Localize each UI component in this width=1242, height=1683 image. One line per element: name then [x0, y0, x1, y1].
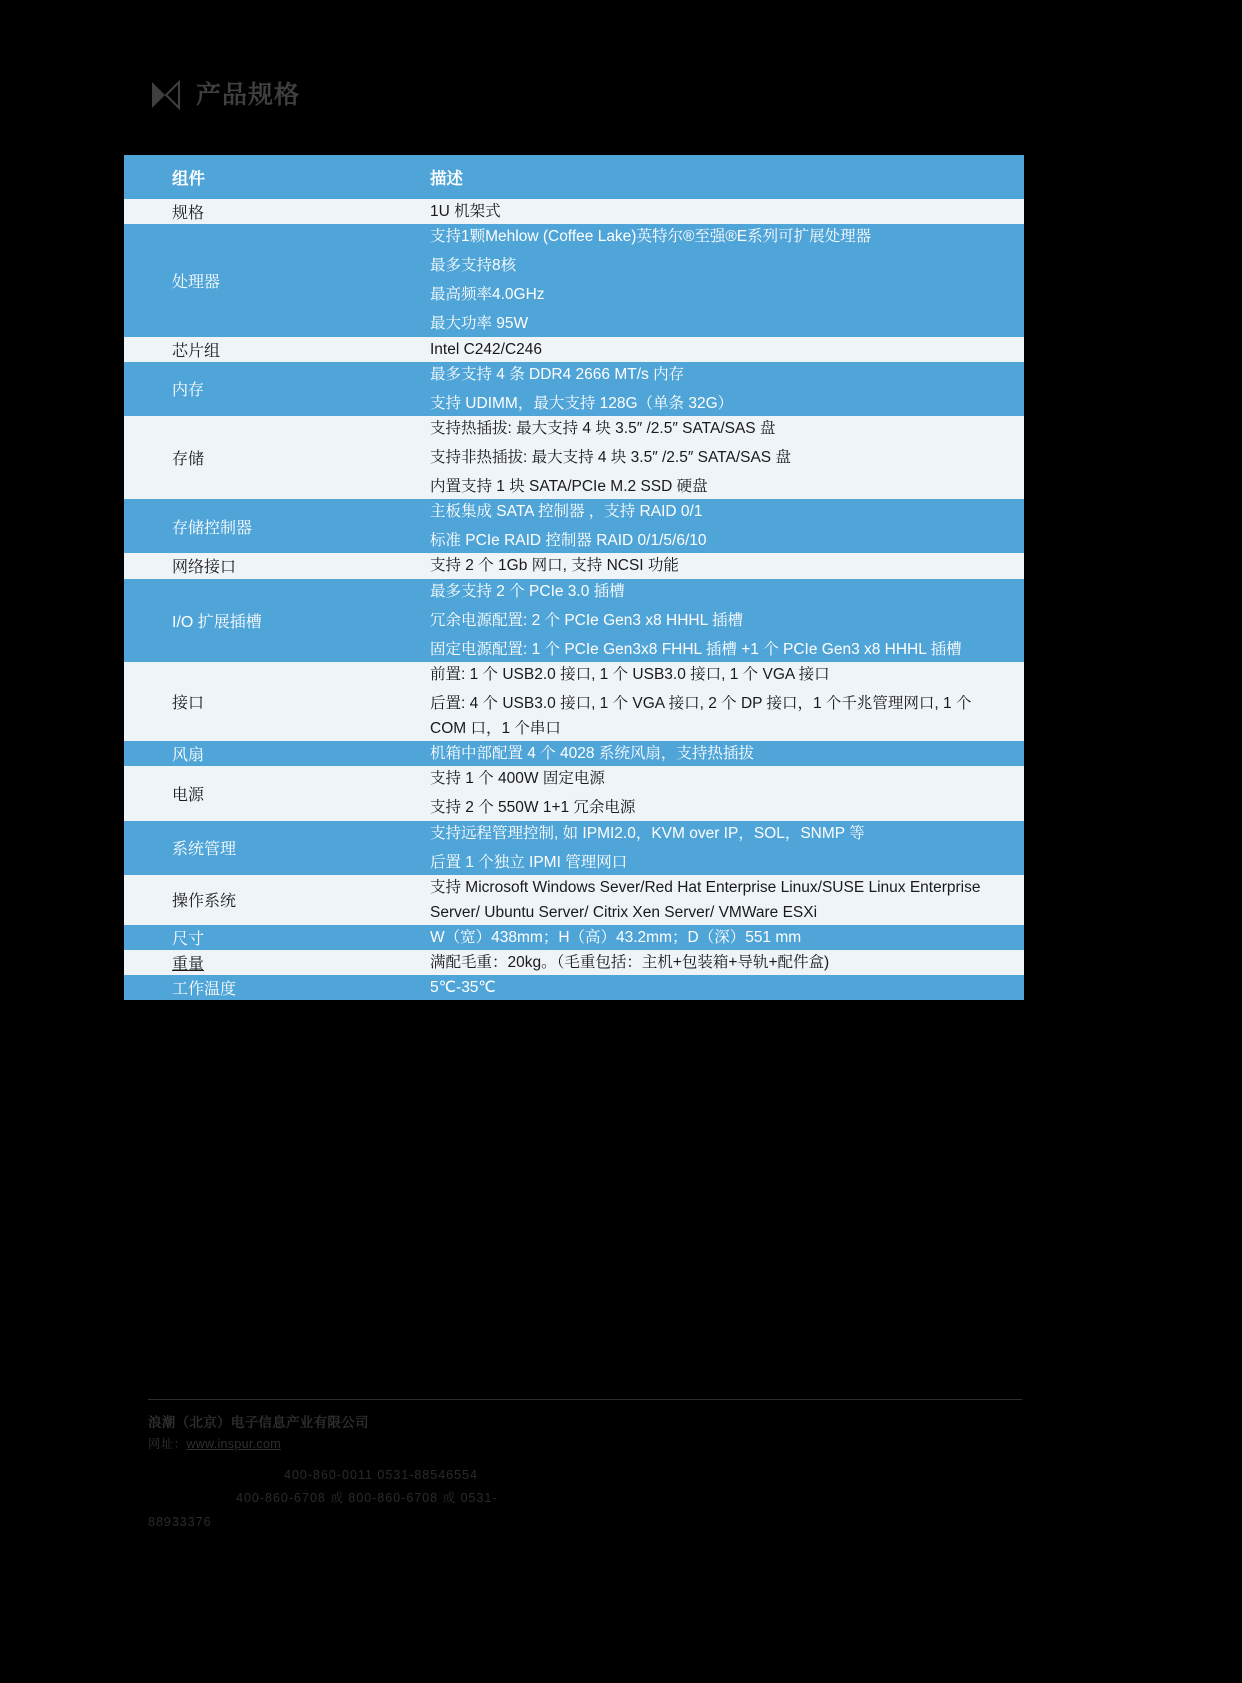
description-line: 前置: 1 个 USB2.0 接口, 1 个 USB3.0 接口, 1 个 VGA 接口 [430, 665, 830, 683]
description-line: 固定电源配置: 1 个 PCIe Gen3x8 FHHL 插槽 +1 个 PCIe Gen3 x8 HHHL 插槽 [430, 640, 962, 658]
footer-website [148, 1434, 1022, 1454]
footer-phone-line-3: 88933376 [148, 1515, 212, 1530]
description-line: 5℃-35℃ [430, 979, 496, 997]
description-line: 支持 UDIMM，最大支持 128G（单条 32G） [430, 394, 734, 412]
description-line: 支持 2 个 550W 1+1 冗余电源 [430, 799, 636, 817]
footer-divider [148, 1399, 1022, 1400]
footer-website-url[interactable]: www.inspur.com [186, 1436, 281, 1451]
description-line: 支持 2 个 1Gb 网口, 支持 NCSI 功能 [430, 557, 679, 575]
footer-phone-line-1: 400-860-0011 0531-88546554 [284, 1467, 478, 1482]
row-component: 操作系统 [124, 875, 410, 925]
row-component-label: 重量 [172, 956, 205, 974]
table-row [124, 925, 1024, 950]
row-description [410, 662, 1024, 741]
table-row [124, 950, 1024, 975]
row-description [410, 875, 1024, 925]
row-component: 规格 [124, 199, 410, 224]
row-description [410, 975, 1024, 1000]
table-row [124, 662, 1024, 741]
row-description [410, 199, 1024, 224]
row-description [410, 579, 1024, 662]
description-line: 1U 机架式 [430, 203, 501, 220]
row-description [410, 766, 1024, 820]
description-line: 内置支持 1 块 SATA/PCIe M.2 SSD 硬盘 [430, 478, 708, 496]
description-line: 支持1颗Mehlow (Coffee Lake)英特尔®至强®E系列可扩展处理器 [430, 228, 872, 246]
row-component: 电源 [124, 766, 410, 820]
table-row [124, 416, 1024, 499]
table-row [124, 337, 1024, 362]
description-line: 支持非热插拔: 最大支持 4 块 3.5″ /2.5″ SATA/SAS 盘 [430, 448, 791, 466]
footer-company-name: 浪潮（北京）电子信息产业有限公司 [148, 1415, 369, 1430]
row-description [410, 553, 1024, 578]
row-component: 存储 [124, 416, 410, 499]
description-line: 最多支持 2 个 PCIe 3.0 插槽 [430, 582, 625, 600]
row-component: 尺寸 [124, 925, 410, 950]
table-header-row [124, 155, 1024, 199]
column-header-description: 描述 [410, 155, 1024, 199]
table-row [124, 875, 1024, 925]
row-component: 存储控制器 [124, 499, 410, 553]
description-line: 最多支持 4 条 DDR4 2666 MT/s 内存 [430, 365, 685, 383]
column-header-component: 组件 [124, 155, 410, 199]
row-description [410, 925, 1024, 950]
row-description [410, 821, 1024, 875]
table-row [124, 821, 1024, 875]
row-component: 系统管理 [124, 821, 410, 875]
description-line: 标准 PCIe RAID 控制器 RAID 0/1/5/6/10 [430, 532, 707, 550]
description-line: 支持 1 个 400W 固定电源 [430, 770, 605, 788]
description-line: Intel C242/C246 [430, 340, 543, 358]
description-line: 最大功率 95W [430, 315, 529, 333]
row-component: 芯片组 [124, 337, 410, 362]
description-line: 后置: 4 个 USB3.0 接口, 1 个 VGA 接口, 2 个 DP 接口，1 个千兆管理网口, 1 个 COM 口，1 个串口 [430, 694, 972, 738]
footer-phone-line-2: 400-860-6708 或 800-860-6708 或 0531- [236, 1491, 498, 1506]
row-description [410, 950, 1024, 975]
description-line: 支持 Microsoft Windows Sever/Red Hat Enterprise Linux/SUSE Linux Enterprise Server/ Ubuntu Server/ Citrix Xen Server/ VMWare ESXi [430, 878, 981, 921]
table-row [124, 199, 1024, 224]
description-line: 主板集成 SATA 控制器 ，支持 RAID 0/1 [430, 503, 703, 521]
row-description [410, 224, 1024, 336]
table-row [124, 362, 1024, 416]
footer-phone-block [148, 1464, 1022, 1535]
description-line: 支持热插拔: 最大支持 4 块 3.5″ /2.5″ SATA/SAS 盘 [430, 419, 776, 437]
description-line: 最高频率4.0GHz [430, 286, 545, 304]
table-row [124, 499, 1024, 553]
row-description [410, 362, 1024, 416]
row-component: 处理器 [124, 224, 410, 336]
row-component: I/O 扩展插槽 [124, 579, 410, 662]
footer-website-label: 网址： [148, 1436, 187, 1451]
page-footer [148, 1399, 1022, 1535]
description-line: 冗余电源配置: 2 个 PCIe Gen3 x8 HHHL 插槽 [430, 611, 743, 629]
table-row [124, 766, 1024, 820]
description-line: W（宽）438mm；H（高）43.2mm；D（深）551 mm [430, 928, 802, 946]
page-title: 产品规格 [196, 80, 301, 109]
row-component: 风扇 [124, 741, 410, 766]
row-component: 工作温度 [124, 975, 410, 1000]
table-row [124, 975, 1024, 1000]
description-line: 后置 1 个独立 IPMI 管理网口 [430, 853, 628, 871]
row-component: 内存 [124, 362, 410, 416]
bowtie-mark-icon [148, 78, 182, 112]
description-line: 机箱中部配置 4 个 4028 系统风扇，支持热插拔 [430, 745, 754, 763]
row-component: 网络接口 [124, 553, 410, 578]
table-row [124, 741, 1024, 766]
description-line: 支持远程管理控制, 如 IPMI2.0，KVM over IP，SOL，SNMP 等 [430, 824, 865, 842]
row-description [410, 741, 1024, 766]
page-header [148, 78, 300, 112]
table-row [124, 224, 1024, 336]
row-description [410, 499, 1024, 553]
description-line: 最多支持8核 [430, 257, 517, 275]
table-row [124, 553, 1024, 578]
row-description [410, 416, 1024, 499]
row-component: 接口 [124, 662, 410, 741]
row-description [410, 337, 1024, 362]
spec-table [124, 155, 1024, 1000]
description-line: 满配毛重：20kg。（毛重包括：主机+包装箱+导轨+配件盒) [430, 954, 830, 972]
table-row [124, 579, 1024, 662]
row-component [124, 950, 410, 975]
